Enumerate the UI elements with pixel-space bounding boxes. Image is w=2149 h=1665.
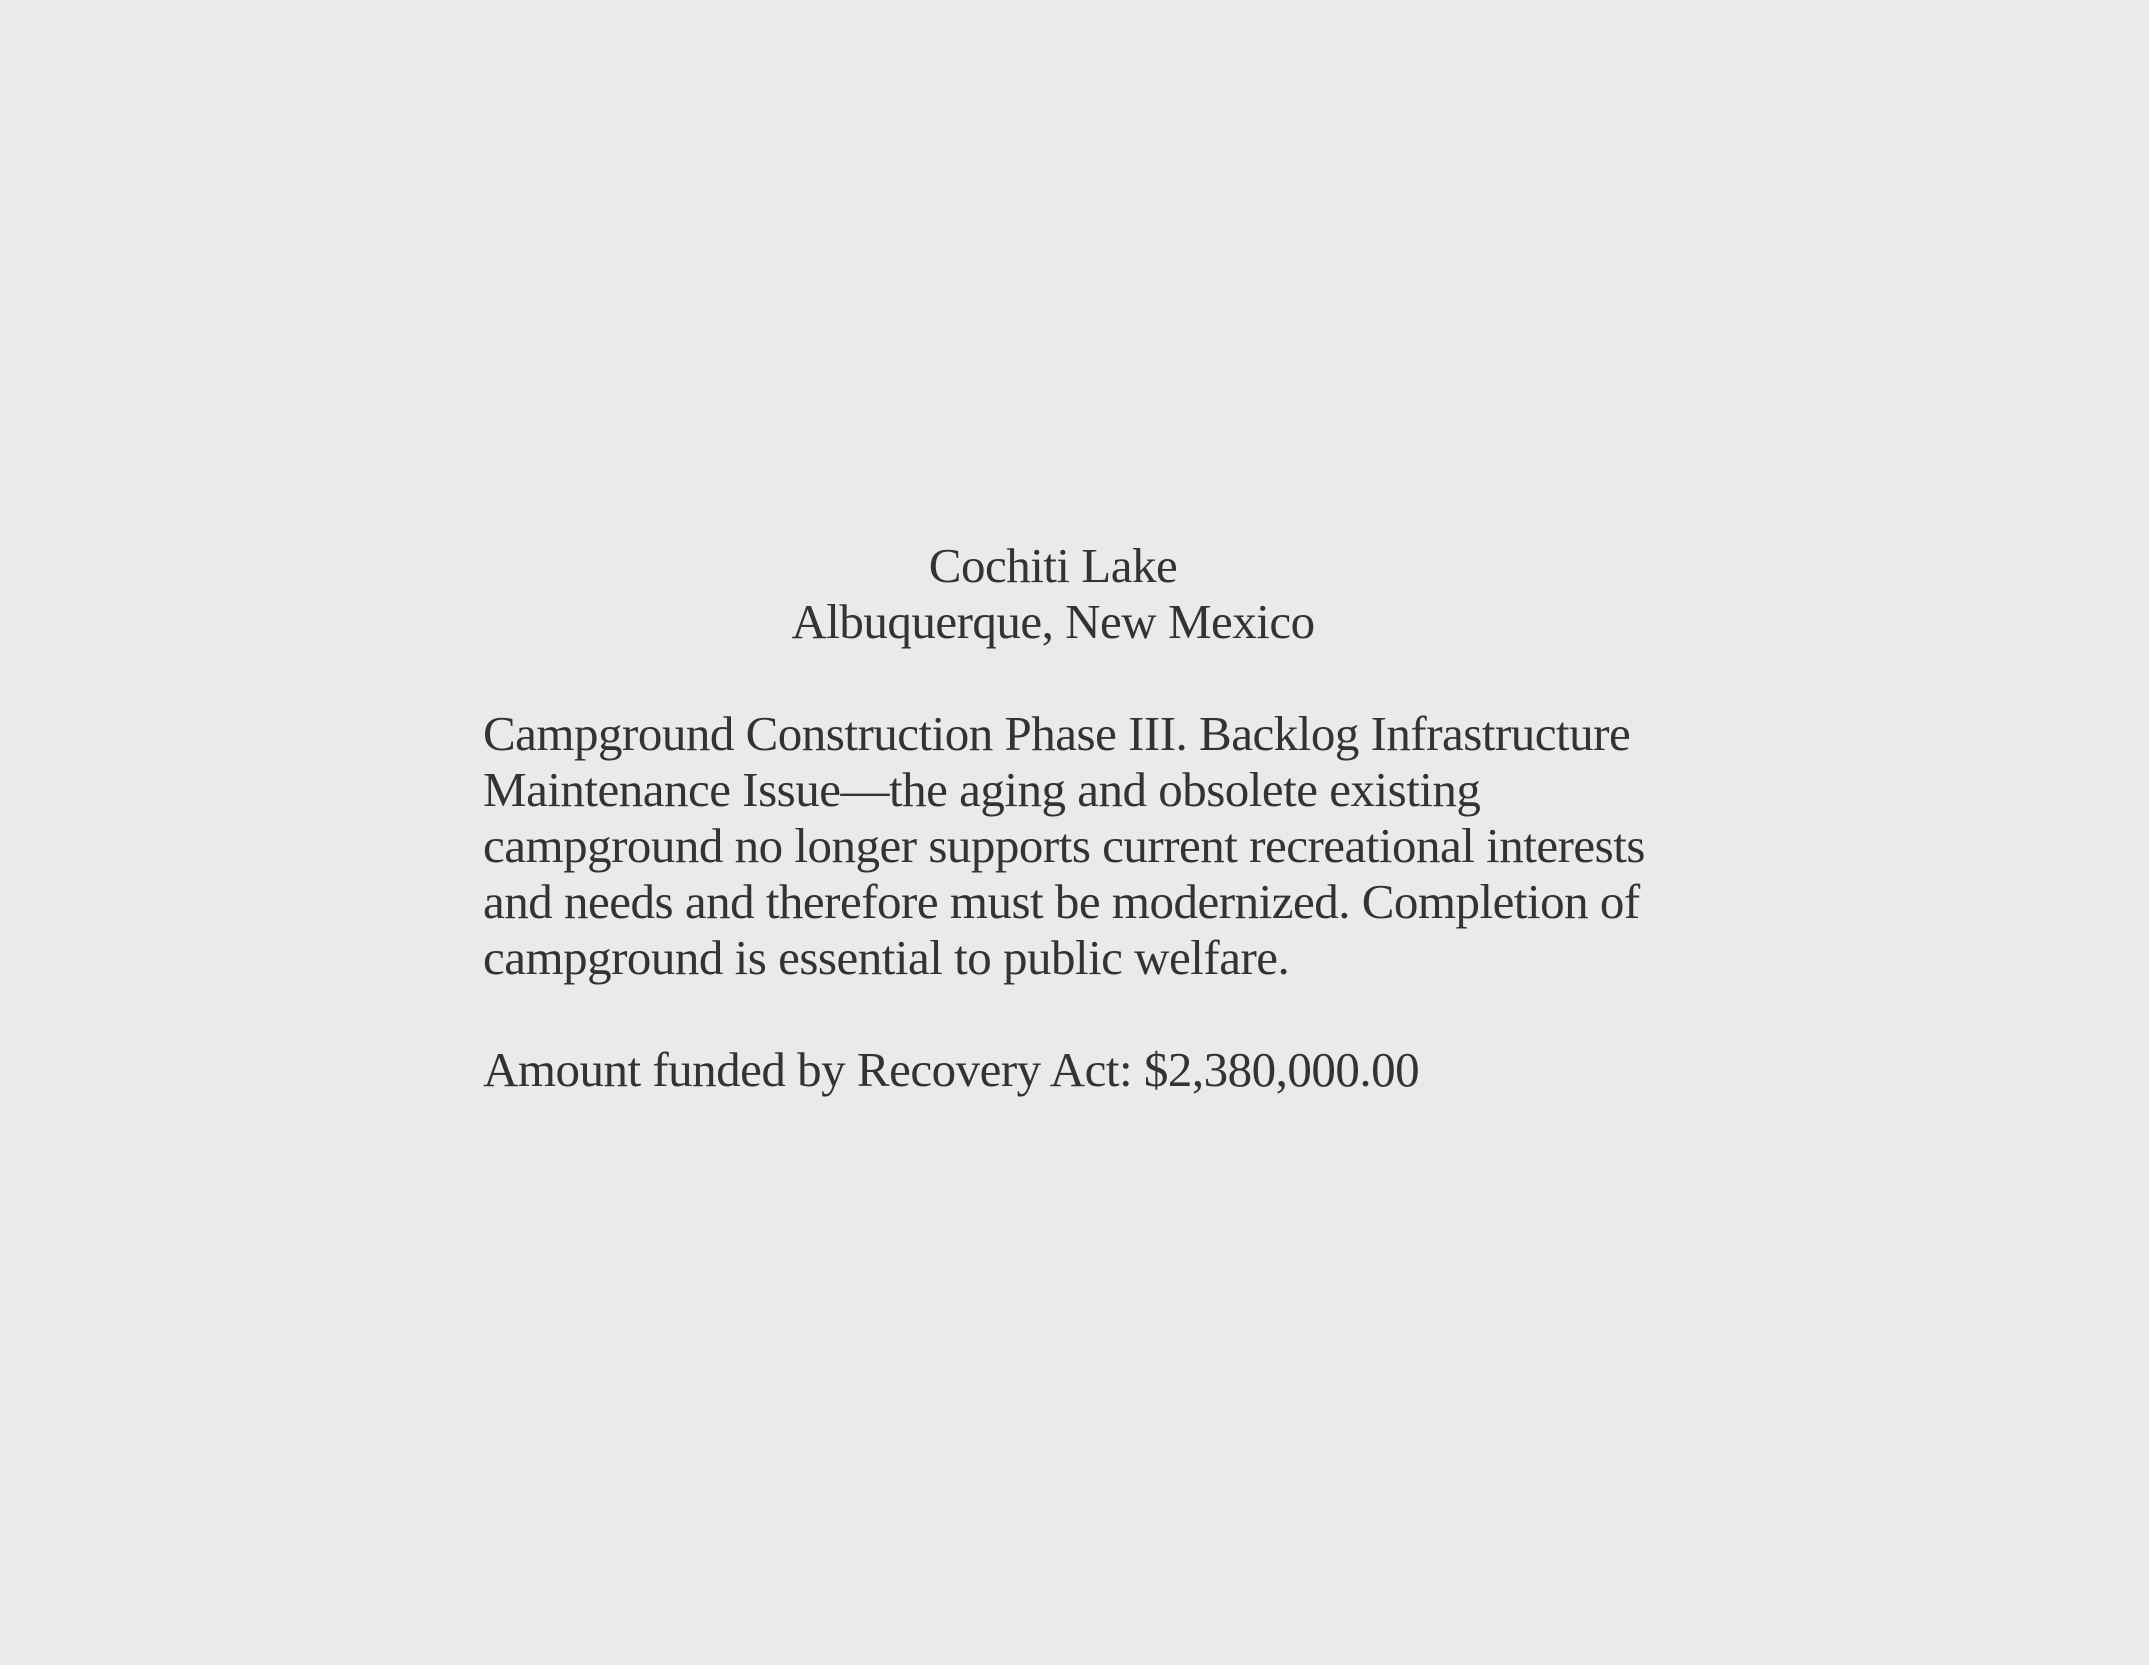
funding-amount: Amount funded by Recovery Act: $2,380,000.00 (483, 1042, 1420, 1097)
document-heading (453, 538, 1653, 650)
project-name: Cochiti Lake (928, 538, 1178, 593)
project-description: Campground Construction Phase III. Backlog Infrastructure Maintenance Issue—the aging and obsolete existing campground no longer supports current recreational interests and needs and therefore must be modernized. Completion of campground is essential to public welfare. (483, 706, 1645, 985)
document-content (483, 538, 1683, 1098)
project-location: Albuquerque, New Mexico (791, 594, 1315, 649)
